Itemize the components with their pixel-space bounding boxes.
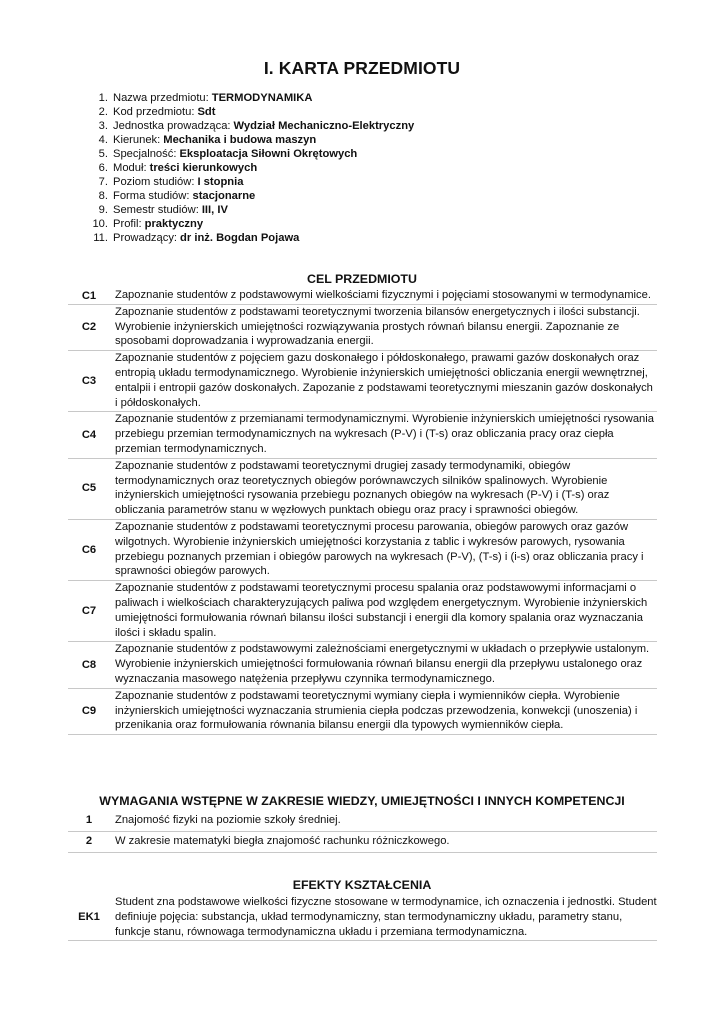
cel-table — [68, 288, 657, 735]
table-row — [68, 642, 657, 688]
item-number: 2. — [98, 106, 108, 118]
page-title: I. KARTA PRZEDMIOTU — [263, 58, 461, 78]
table-row — [68, 519, 657, 580]
table-row — [68, 811, 657, 831]
item-number: 6. — [98, 162, 108, 174]
info-item — [84, 105, 644, 119]
info-item — [84, 231, 644, 245]
table-row — [68, 895, 657, 941]
row-code: C6 — [68, 519, 110, 580]
table-row — [68, 288, 657, 304]
info-item — [84, 119, 644, 133]
row-code: 1 — [68, 811, 110, 831]
table-row — [68, 351, 657, 412]
table-row — [68, 458, 657, 519]
item-number: 9. — [98, 204, 108, 216]
info-label: Poziom studiów: — [113, 176, 195, 188]
info-item — [84, 217, 644, 231]
effects-table — [68, 895, 657, 941]
requirements-table — [68, 811, 657, 853]
item-number: 5. — [98, 148, 108, 160]
row-code: 2 — [68, 831, 110, 852]
item-number: 11. — [93, 232, 108, 244]
info-value: praktyczny — [144, 218, 204, 230]
info-label: Specjalność: — [113, 148, 177, 160]
table-row — [68, 304, 657, 350]
row-text: Zapoznanie studentów z podstawami teoretycznymi drugiej zasady termodynamiki, obiegów termodynamicznych oraz teoretycznych obiegów porównawczych silników spalinowych. Wyrobienie inżynierskich umiejętności rysowania przebiegu poznanych obiegów na wykresach (P-V) i (T-s) oraz obliczania parametrów stanu w węzłowych punktach obiegu oraz pracy i sprawności obiegów. — [110, 458, 657, 519]
table-row — [68, 831, 657, 852]
info-item — [84, 203, 644, 217]
requirements-section-title: WYMAGANIA WSTĘPNE W ZAKRESIE WIEDZY, UMIEJĘTNOŚCI I INNYCH KOMPETENCJI — [99, 794, 625, 808]
row-text: Zapoznanie studentów z przemianami termodynamicznymi. Wyrobienie inżynierskich umiejętności rysowania przebiegu przemian termodynamicznych na wykresach (P-V) i (T-s) oraz obliczania pracy oraz ciepła przemian termodynamicznych. — [110, 412, 657, 458]
info-value: I stopnia — [197, 176, 244, 188]
info-item — [84, 133, 644, 147]
info-label: Kierunek: — [113, 134, 161, 146]
item-number: 1. — [98, 92, 108, 104]
info-label: Kod przedmiotu: — [113, 106, 195, 118]
row-code: C1 — [68, 288, 110, 304]
table-row — [68, 581, 657, 642]
row-code: C2 — [68, 304, 110, 350]
row-text: Zapoznanie studentów z pojęciem gazu doskonałego i półdoskonałego, prawami gazów doskonałych oraz entropią układu termodynamicznego. Wyrobienie inżynierskich umiejętności obliczania energii wewnętrznej, entalpii i entropii gazów doskonałych. Zapozanie z podstawami teoretycznymi mieszanin gazów doskonałych i półdoskonałych. — [110, 351, 657, 412]
item-number: 7. — [98, 176, 108, 188]
row-text: Zapoznanie studentów z podstawami teoretycznymi procesu parowania, obiegów parowych oraz gazów wilgotnych. Wyrobienie inżynierskich umiejętności korzystania z tablic i wykresów parowych, rysowania przebiegu poznanych przemian i obiegów parowych na wykresach (P-V), (T-s) i (i-s) oraz obliczania pracy i sprawności obiegów parowych. — [110, 519, 657, 580]
info-value: treści kierunkowych — [149, 162, 258, 174]
row-code: C5 — [68, 458, 110, 519]
row-text: W zakresie matematyki biegła znajomość rachunku różniczkowego. — [110, 831, 657, 852]
info-value: dr inż. Bogdan Pojawa — [180, 232, 300, 244]
row-code: C8 — [68, 642, 110, 688]
info-item — [84, 175, 644, 189]
info-value: Eksploatacja Siłowni Okrętowych — [179, 148, 358, 160]
row-code: C9 — [68, 688, 110, 734]
course-info-list — [84, 91, 644, 245]
info-value: III, IV — [201, 204, 228, 216]
row-text: Zapoznanie studentów z podstawami teoretycznymi wymiany ciepła i wymienników ciepła. Wyrobienie inżynierskich umiejętności wyznaczania strumienia ciepła podczas przewodzenia, konwekcji (unoszenia) i przenikania oraz formułowania równania bilansu energii dla typowych wymienników ciepła. — [110, 688, 657, 734]
info-label: Prowadzący: — [113, 232, 178, 244]
info-label: Forma studiów: — [113, 190, 190, 202]
info-value: Sdt — [197, 106, 216, 118]
info-label: Moduł: — [113, 162, 147, 174]
info-value: Mechanika i budowa maszyn — [163, 134, 317, 146]
table-row — [68, 688, 657, 734]
row-text: Zapoznanie studentów z podstawami teoretycznymi procesu spalania oraz podstawowymi informacjami o paliwach i wielkościach charakteryzujących paliwa pod względem energetycznym. Wyrobienie inżynierskich umiejętności formułowania równań bilansu ilości substancji i energii dla komory spalania oraz wyznaczania ilości i składu spalin. — [110, 581, 657, 642]
cel-section-title: CEL PRZEDMIOTU — [307, 272, 417, 286]
row-code: C4 — [68, 412, 110, 458]
info-value: TERMODYNAMIKA — [211, 92, 313, 104]
info-label: Jednostka prowadząca: — [113, 120, 231, 132]
row-code: C7 — [68, 581, 110, 642]
info-label: Profil: — [113, 218, 142, 230]
item-number: 10. — [92, 218, 108, 230]
info-value: Wydział Mechaniczno-Elektryczny — [233, 120, 415, 132]
row-text: Zapoznanie studentów z podstawami teoretycznymi tworzenia bilansów energetycznych i ilości substancji. Wyrobienie inżynierskich umiejętności rozwiązywania prostych równań bilansu energii. Zapoznanie ze sposobami doprowadzania i wyprowadzania energii. — [110, 304, 657, 350]
row-text: Student zna podstawowe wielkości fizyczne stosowane w termodynamice, ich oznaczenia i jednostki. Student definiuje pojęcia: substancja, układ termodynamiczny, stan termodynamiczny układu, parametry stanu, funkcje stanu, równowaga termodynamiczna układu i przemiana termodynamiczna. — [110, 895, 657, 941]
info-item — [84, 189, 644, 203]
info-item — [84, 147, 644, 161]
info-value: stacjonarne — [192, 190, 256, 202]
row-code: C3 — [68, 351, 110, 412]
row-code: EK1 — [68, 895, 110, 941]
table-row — [68, 412, 657, 458]
row-text: Znajomość fizyki na poziomie szkoły średniej. — [110, 811, 657, 831]
effects-section-title: EFEKTY KSZTAŁCENIA — [292, 878, 432, 892]
row-text: Zapoznanie studentów z podstawowymi zależnościami energetycznymi w układach o przepływie ustalonym. Wyrobienie inżynierskich umiejętności formułowania równań bilansu energii dla przepływu ustalonego oraz wyznaczania masowego natężenia przepływu czynnika termodynamicznego. — [110, 642, 657, 688]
item-number: 4. — [98, 134, 108, 146]
item-number: 8. — [98, 190, 108, 202]
info-label: Semestr studiów: — [113, 204, 199, 216]
row-text: Zapoznanie studentów z podstawowymi wielkościami fizycznymi i pojęciami stosowanymi w termodynamice. — [110, 288, 657, 304]
item-number: 3. — [98, 120, 108, 132]
info-label: Nazwa przedmiotu: — [113, 92, 209, 104]
info-item — [84, 161, 644, 175]
info-item — [84, 91, 644, 105]
